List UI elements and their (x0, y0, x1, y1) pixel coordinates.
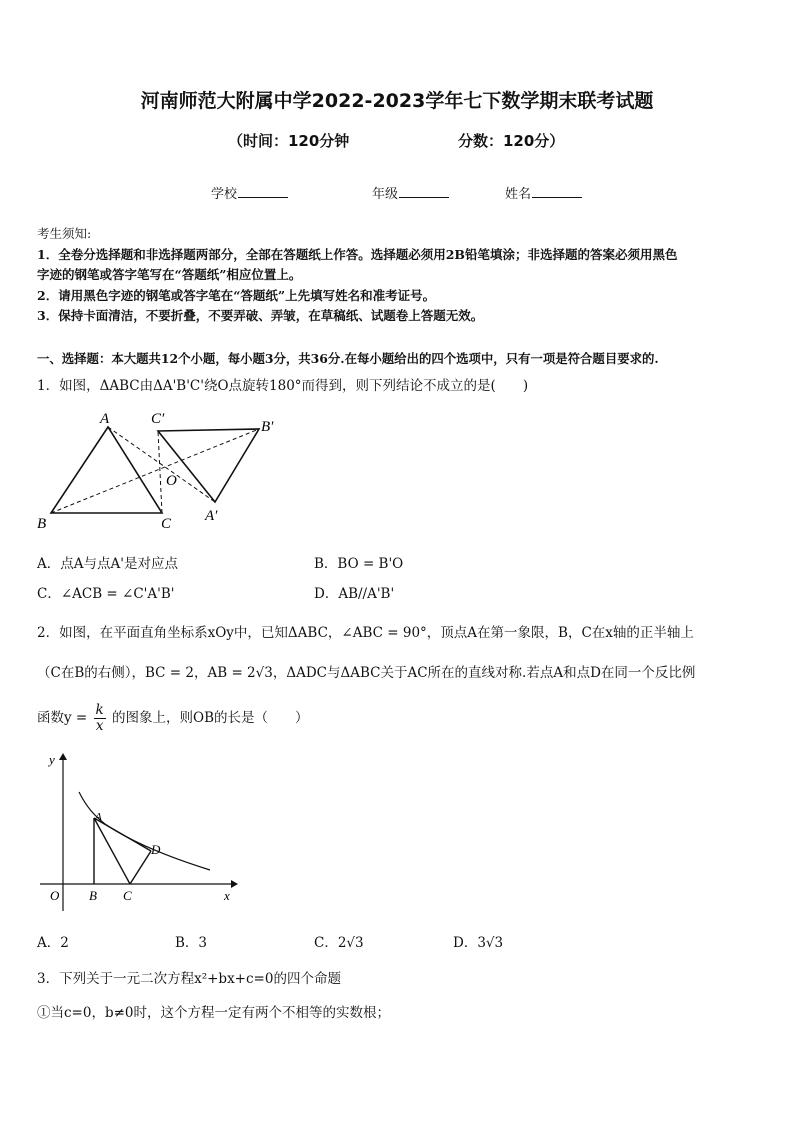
label-a1: A′ (205, 508, 218, 524)
school-label: 学校 (211, 187, 238, 202)
notice-heading: 考生须知: (37, 226, 92, 241)
notice-item: 字迹的钢笔或答字笔写在“答题纸”相应位置上。 (37, 267, 302, 282)
exam-score: 分数：120分） (458, 132, 565, 150)
fraction-numerator: k (95, 702, 104, 718)
x-axis-arrow-icon (231, 880, 238, 888)
label-d: D (151, 842, 161, 857)
q2-option-b[interactable]: B．3 (175, 935, 208, 951)
label-o: O (166, 473, 177, 489)
grade-blank[interactable] (399, 187, 449, 198)
name-blank[interactable] (532, 187, 582, 198)
triangle-abc (51, 427, 162, 513)
label-o: O (50, 888, 60, 903)
notice-item: 3．保持卡面清洁，不要折叠，不要弄破、弄皱，在草稿纸、试题卷上答题无效。 (37, 308, 484, 323)
q1-option-a[interactable]: A．点A与点A'是对应点 (37, 556, 178, 572)
q2-figure (35, 748, 245, 913)
section-heading: 一、选择题：本大题共12个小题，每小题3分，共36分.在每小题给出的四个选项中，只有一项是符合题目要求的. (37, 351, 659, 366)
triangle-a1b1c1 (158, 429, 259, 502)
name-field (505, 183, 582, 202)
label-c: C (123, 888, 132, 903)
label-a: A (100, 411, 110, 427)
q3-stem: 3．下列关于一元二次方程x²+bx+c=0的四个命题 (37, 971, 341, 987)
notice-item: 2．请用黑色字迹的钢笔或答字笔在“答题纸”上先填写姓名和准考证号。 (37, 288, 436, 303)
q2-option-c[interactable]: C．2√3 (314, 935, 364, 951)
label-a: A (95, 811, 102, 823)
label-c1: C′ (151, 411, 165, 427)
label-b: B (37, 516, 47, 532)
school-blank[interactable] (238, 187, 288, 198)
page-title: 河南师范大附属中学2022-2023学年七下数学期末联考试题 (140, 90, 654, 112)
q1-option-d[interactable]: D．AB//A'B' (314, 586, 395, 602)
dashed-aa1 (108, 427, 215, 502)
q3-item-1: ①当c=0，b≠0时，这个方程一定有两个不相等的实数根； (37, 1005, 391, 1021)
notice-item: 1．全卷分选择题和非选择题两部分，全部在答题纸上作答。选择题必须用2B铅笔填涂；非选择题的答案必须用黑色 (37, 247, 678, 262)
grade-field (372, 183, 449, 202)
segment-cd (130, 851, 151, 884)
q2-stem-line2: （C在B的右侧），BC = 2，AB = 2√3，ΔADC与ΔABC关于AC所在的直线对称.若点A和点D在同一个反比例 (37, 665, 696, 681)
dashed-cc1 (158, 431, 162, 513)
label-b: B (89, 888, 97, 903)
grade-label: 年级 (372, 187, 399, 202)
q2-stem-suffix: 的图象上，则OB的长是（ ） (112, 710, 309, 726)
q1-figure (30, 402, 300, 537)
exam-time: （时间：120分钟 (228, 132, 350, 150)
q2-stem-line1: 2．如图，在平面直角坐标系xOy中，已知ΔABC，∠ABC = 90°，顶点A在第一象限，B，C在x轴的正半轴上 (37, 625, 694, 641)
q2-stem-line3 (37, 703, 309, 734)
q2-option-d[interactable]: D．3√3 (453, 935, 504, 951)
name-label: 姓名 (505, 187, 532, 202)
q1-option-c[interactable]: C．∠ACB = ∠C'A'B' (37, 586, 175, 602)
fraction-denominator: x (95, 718, 104, 734)
label-c: C (161, 516, 172, 532)
school-field (211, 183, 288, 202)
y-axis-arrow-icon (59, 753, 67, 760)
q1-option-b[interactable]: B．BO = B'O (314, 556, 404, 572)
q2-option-a[interactable]: A．2 (37, 935, 69, 951)
label-x: x (224, 888, 230, 903)
q1-stem: 1．如图，ΔABC由ΔA'B'C'绕O点旋转180°而得到，则下列结论不成立的是( ) (37, 378, 529, 394)
hyperbola-curve (79, 792, 210, 870)
label-y: y (49, 752, 55, 767)
q2-stem-prefix: 函数y = (37, 710, 88, 726)
fraction-k-over-x (94, 703, 106, 734)
label-b1: B′ (261, 419, 274, 435)
